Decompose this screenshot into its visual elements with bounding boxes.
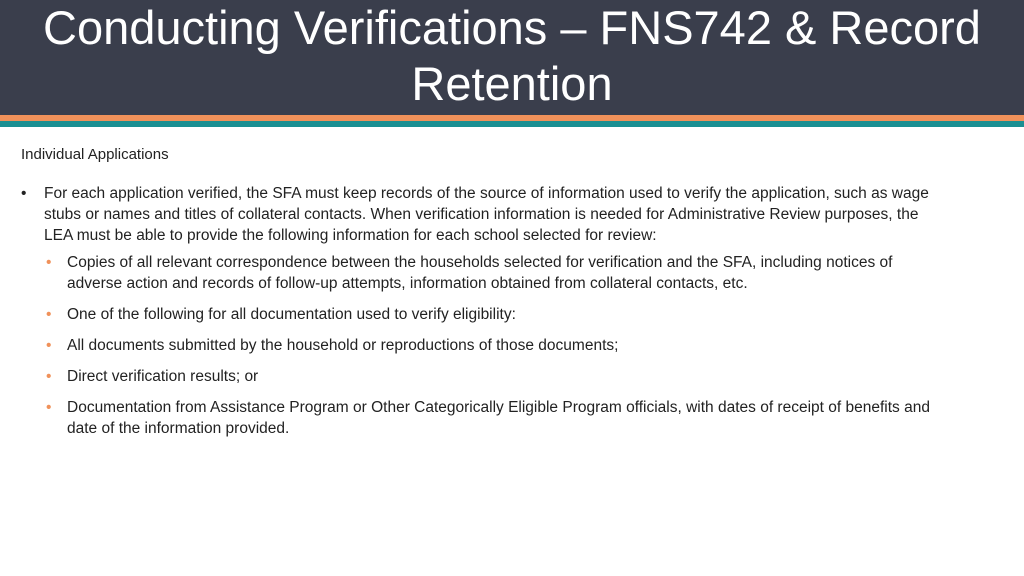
sub-bullet-item bbox=[21, 397, 951, 439]
bullet-icon: • bbox=[46, 368, 52, 385]
sub-bullet-item bbox=[21, 335, 951, 356]
sub-bullet-text: Direct verification results; or bbox=[67, 368, 259, 385]
sub-bullet-text: One of the following for all documentation used to verify eligibility: bbox=[67, 306, 516, 323]
slide-title: Conducting Verifications – FNS742 & Record Retention bbox=[43, 1, 981, 110]
main-bullet-item bbox=[21, 183, 951, 246]
sub-bullet-item bbox=[21, 304, 951, 325]
bullet-icon: • bbox=[46, 399, 52, 416]
bullet-icon: • bbox=[46, 306, 52, 323]
sub-bullet-item bbox=[21, 366, 951, 387]
sub-bullet-text: Copies of all relevant correspondence between the households selected for verification and the SFA, including notices of adverse action and records of follow-up attempts, information obtained from collateral contacts, etc. bbox=[67, 254, 893, 292]
slide-body bbox=[21, 145, 951, 449]
sub-bullet-item bbox=[21, 252, 951, 294]
sub-bullet-list bbox=[21, 252, 951, 439]
title-banner bbox=[0, 0, 1024, 115]
bullet-icon: • bbox=[21, 185, 27, 202]
section-heading: Individual Applications bbox=[21, 146, 169, 163]
main-bullet-text: For each application verified, the SFA must keep records of the source of information used to verify the application, such as wage stubs or names and titles of collateral contacts. When verification information is needed for Administrative Review purposes, the LEA must be able to provide the following information for each school selected for review: bbox=[44, 185, 929, 244]
sub-bullet-text: All documents submitted by the household or reproductions of those documents; bbox=[67, 337, 619, 354]
bullet-icon: • bbox=[46, 337, 52, 354]
sub-bullet-text: Documentation from Assistance Program or Other Categorically Eligible Program officials, with dates of receipt of benefits and date of the information provided. bbox=[67, 399, 930, 437]
bullet-icon: • bbox=[46, 254, 52, 271]
teal-divider bbox=[0, 121, 1024, 127]
